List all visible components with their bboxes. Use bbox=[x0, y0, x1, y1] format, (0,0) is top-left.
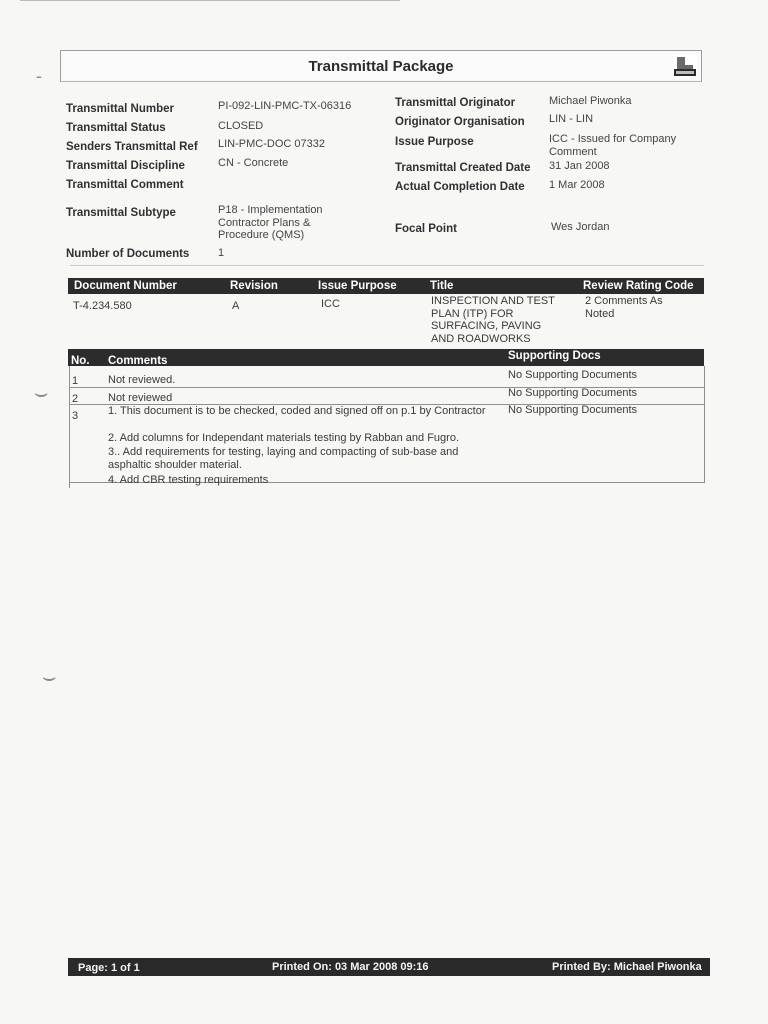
col-title: Title bbox=[430, 280, 454, 292]
col-document-number: Document Number bbox=[74, 280, 177, 292]
scan-edge-line bbox=[20, 0, 400, 1]
page-footer bbox=[68, 958, 710, 976]
number-of-documents-value: 1 bbox=[218, 247, 225, 259]
issue-purpose-label: Issue Purpose bbox=[395, 136, 474, 148]
printed-by: Printed By: Michael Piwonka bbox=[552, 961, 702, 973]
transmittal-status-label: Transmittal Status bbox=[66, 122, 166, 134]
col-comments: Comments bbox=[108, 355, 168, 367]
issue-purpose-cell: ICC bbox=[321, 298, 340, 310]
col-issue-purpose: Issue Purpose bbox=[318, 280, 397, 292]
originator-organisation-label: Originator Organisation bbox=[395, 116, 525, 128]
created-date-value: 31 Jan 2008 bbox=[549, 160, 610, 172]
comment-line: 3.. Add requirements for testing, laying and compacting of sub-base and asphaltic shoulder material. bbox=[108, 446, 459, 471]
supporting-docs-cell: No Supporting Documents bbox=[508, 369, 638, 381]
col-review-rating-code: Review Rating Code bbox=[583, 280, 694, 292]
printed-on: Printed On: 03 Mar 2008 09:16 bbox=[272, 961, 429, 973]
scan-mark: ‑ bbox=[36, 66, 42, 86]
transmittal-originator-value: Michael Piwonka bbox=[549, 95, 632, 107]
col-supporting-docs: Supporting Docs bbox=[508, 350, 601, 362]
transmittal-subtype-value: P18 - Implementation Contractor Plans & Procedure (QMS) bbox=[218, 204, 323, 241]
comment-line: 2. Add columns for Independant materials testing by Rabban and Fugro. bbox=[108, 432, 459, 444]
created-date-label: Transmittal Created Date bbox=[395, 162, 531, 174]
comment-no: 1 bbox=[72, 375, 79, 387]
number-of-documents-label: Number of Documents bbox=[66, 248, 190, 260]
page-number: Page: 1 of 1 bbox=[78, 962, 140, 974]
col-revision: Revision bbox=[230, 280, 278, 292]
focal-point-label: Focal Point bbox=[395, 223, 457, 235]
senders-ref-label: Senders Transmittal Ref bbox=[66, 141, 198, 153]
transmittal-originator-label: Transmittal Originator bbox=[395, 97, 516, 109]
comment-no: 3 bbox=[72, 410, 79, 422]
col-no: No. bbox=[71, 355, 90, 367]
completion-date-label: Actual Completion Date bbox=[395, 181, 525, 193]
document-number-cell: T-4.234.580 bbox=[73, 300, 132, 312]
scan-mark: ⌣ bbox=[34, 380, 49, 405]
table-border-right bbox=[704, 366, 705, 482]
transmittal-number-label: Transmittal Number bbox=[66, 103, 174, 115]
supporting-docs-cell: No Supporting Documents bbox=[508, 387, 638, 399]
transmittal-discipline-label: Transmittal Discipline bbox=[66, 160, 185, 172]
section-divider bbox=[70, 265, 704, 266]
transmittal-status-value: CLOSED bbox=[218, 120, 264, 132]
transmittal-subtype-label: Transmittal Subtype bbox=[66, 207, 176, 219]
documents-table-header bbox=[68, 278, 704, 294]
transmittal-discipline-value: CN - Concrete bbox=[218, 157, 289, 169]
originator-organisation-value: LIN - LIN bbox=[549, 113, 594, 125]
table-border-left bbox=[69, 366, 70, 488]
title-bar bbox=[60, 50, 702, 82]
comment-line: 4. Add CBR testing requirements bbox=[108, 474, 269, 486]
page-title: Transmittal Package bbox=[308, 58, 454, 75]
comment-text: Not reviewed bbox=[108, 392, 173, 404]
nexus-logo-icon bbox=[673, 55, 697, 77]
comment-text: Not reviewed. bbox=[108, 374, 176, 386]
revision-cell: A bbox=[232, 300, 240, 312]
transmittal-comment-label: Transmittal Comment bbox=[66, 179, 184, 191]
senders-ref-value: LIN-PMC-DOC 07332 bbox=[218, 138, 325, 150]
review-rating-cell: 2 Comments As Noted bbox=[585, 295, 663, 320]
comment-no: 2 bbox=[72, 393, 79, 405]
comments-table-header bbox=[68, 349, 704, 366]
transmittal-number-value: PI-092-LIN-PMC-TX-06316 bbox=[218, 100, 352, 112]
comment-line: 1. This document is to be checked, coded and signed off on p.1 by Contractor bbox=[108, 405, 486, 417]
focal-point-value: Wes Jordan bbox=[551, 221, 610, 233]
title-cell: INSPECTION AND TEST PLAN (ITP) FOR SURFACING, PAVING AND ROADWORKS bbox=[431, 295, 555, 345]
completion-date-value: 1 Mar 2008 bbox=[549, 179, 605, 191]
scan-mark: ⌣ bbox=[42, 664, 57, 689]
issue-purpose-value: ICC - Issued for Company Comment bbox=[549, 133, 677, 158]
supporting-docs-cell: No Supporting Documents bbox=[508, 404, 638, 416]
